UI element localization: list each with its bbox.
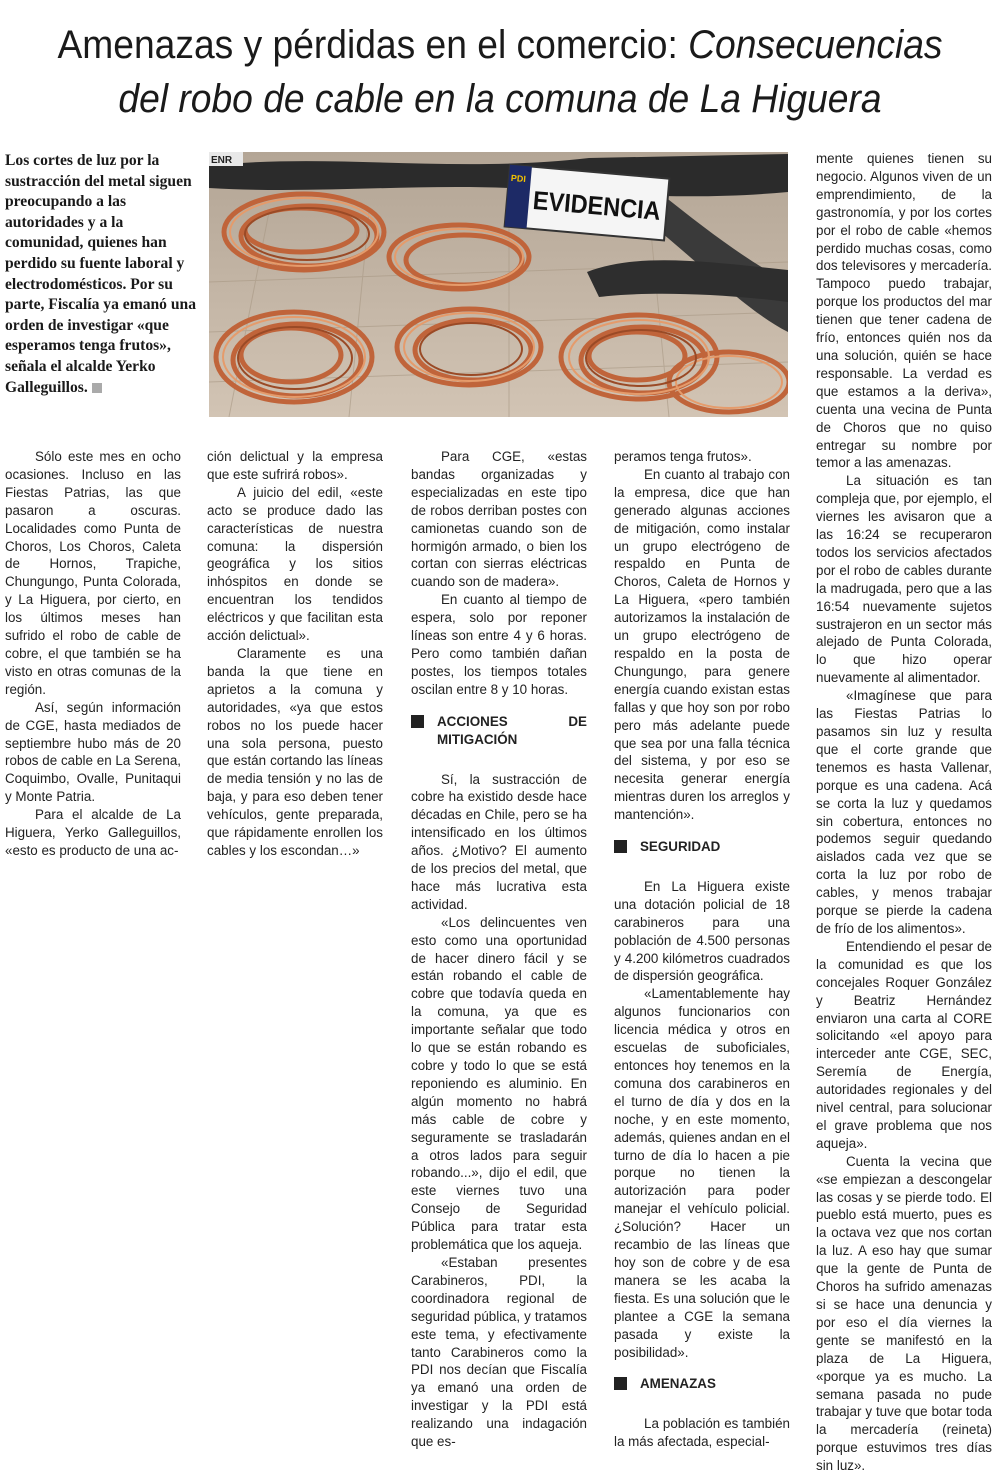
column-3 [411, 448, 587, 1451]
section-heading-amenazas: AMENAZAS [614, 1375, 790, 1393]
lead-paragraph [5, 151, 205, 398]
pdi-badge-text: PDI [510, 172, 527, 185]
col3-paragraph-3: Sí, la sustracción de cobre ha existido desde hace décadas en Chile, pero se ha intensificado en los últimos años. ¿Motivo? El aumento de los precios del metal, que hace más lucrativa esta actividad. [411, 771, 587, 912]
col4-paragraph-5: La población es también la más afectada, especial- [614, 1416, 790, 1450]
col4-paragraph-3: En La Higuera existe una dotación policial de 18 carabineros para una población de 4.500 personas y 4.200 kilómetros cuadrados de dispersión geográfica. [614, 878, 790, 984]
col2-paragraph-3: Claramente es una banda la que tiene en aprietos a la comuna y autoridades, «ya que estos robos no los puede hacer una sola persona, puesto que están cortando las líneas de media tensión y no las de baja, y para eso deben tener vehículos, gente preparada, que rápidamente enrollen los cables y los escondan…» [207, 645, 383, 858]
col3-paragraph-2: En cuanto al tiempo de espera, solo por reponer líneas son entre 4 y 6 horas. Pero como también dañan postes, los tiempos totales oscilan entre 8 y 10 horas. [411, 592, 587, 697]
copper-cable-photo [209, 152, 788, 417]
col2-paragraph-1: ción delictual y la empresa que este sufrirá robos». [207, 449, 383, 482]
end-mark-icon [92, 383, 102, 393]
column-4 [614, 448, 790, 1451]
column-1 [5, 448, 181, 860]
col1-paragraph-2: Así, según información de CGE, hasta mediados de septiembre hubo más de 20 robos de cable en La Serena, Coquimbo, Ovalle, Punitaqui y Monte Patria. [5, 699, 181, 805]
col5-paragraph-1: mente quienes tienen su negocio. Algunos viven de un emprendimiento, de la gastronomía, y por los cortes por el robo de cable «hemos perdido muchas cosas, como dos televisores y mercadería. Tampoco puedo trabajar, porque los productos del mar tienen que tener cadena de frío, entonces quién nos da una solución, quién se hace responsable. La verdad es que estamos a la deriva», cuenta una vecina de Punta de Choros que no quiso entregar su nombre por temor a las amenazas. [816, 151, 992, 471]
column-5 [816, 150, 992, 1475]
section-heading-seguridad: SEGURIDAD [614, 838, 790, 856]
corner-sign-text: ENR [211, 155, 233, 166]
col1-paragraph-3: Para el alcalde de La Higuera, Yerko Galleguillos, «esto es producto de una ac- [5, 807, 181, 858]
col3-paragraph-1: Para CGE, «estas bandas organizadas y especializadas en este tipo de robos derriban postes con camionetas cuando son de hormigón armado, o bien los cortan con sierras eléctricas cuando son de madera». [411, 449, 587, 590]
col5-paragraph-4: Entendiendo el pesar de la comunidad es que los concejales Roquer González y Beatriz Hernández enviaron una carta al CORE solicitando «el apoyo para interceder ante CGE, SEC, Seremía de Energía, autoridades regionales y del nivel central, para solucionar el grave problema que nos aqueja». [816, 938, 992, 1151]
col2-paragraph-2: A juicio del edil, «este acto se produce dado las características de nuestra comuna: la dispersión geográfica y los sitios inhóspitos en donde se encuentran los tendidos eléctricos y que facilitan esta acción delictual». [207, 484, 383, 644]
lead-text: Los cortes de luz por la sustracción del metal siguen preocupando a las autoridades y a la comunidad, quienes han perdido su fuente laboral y electrodomésticos. Por su parte, Fiscalía ya emanó una orden de investigar «que esperamos tenga frutos», señala el alcalde Yerko Galleguillos. [5, 152, 197, 396]
col3-paragraph-4: «Los delincuentes ven esto como una oportunidad de hacer dinero fácil y se están robando el cable de cobre que todavía queda en la comuna, ya que es importante señalar que todo lo que se están robando es cobre y todo lo que se está reponiendo es aluminio. En algún momento no habrá más cable de cobre y seguramente se trasladarán a otros lados para seguir robando...», dijo el edil, que este viernes tuvo una Consejo de Seguridad Pública para tratar esta problemática que los aqueja. [411, 914, 587, 1253]
col5-paragraph-5: Cuenta la vecina que «se empiezan a descongelar las cosas y se pierde todo. El pueblo está muerto, pues es la octava vez que nos cortan la luz. A eso hay que sumar que la gente de Punta de Choros ha sufrido amenazas si se hace una denuncia y por eso el día viernes la gente se manifestó en la plaza de La Higuera, «porque ya es mucho. La semana pasada no pude trabajar y tuve que botar toda la mercadería (reineta) porque estuvimos tres días sin luz». [816, 1153, 992, 1474]
article-photo [209, 152, 788, 417]
col4-paragraph-1: peramos tenga frutos». [614, 449, 752, 464]
headline-italic-2: del robo de cable en la comuna de La Higuera [118, 77, 882, 121]
headline-italic-1: Consecuencias [688, 23, 943, 67]
headline [35, 18, 965, 126]
col1-paragraph-1: Sólo este mes en ocho ocasiones. Incluso en las Fiestas Patrias, las que pasaron a oscuras. Localidades como Punta de Choros, Los Choros, Caleta de Hornos, Trapiche, Chungungo, Punta Colorada, y La Higuera, por cierto, en los últimos meses han sufrido el robo de cable de cobre, el que también se ha visto en otras comunas de la región. [5, 449, 181, 697]
col3-paragraph-5: «Estaban presentes Carabineros, PDI, la coordinadora regional de seguridad pública, y tratamos este tema, y efectivamente tanto Carabineros como la PDI nos decían que Fiscalía ya emanó una orden de investigar y la PDI está realizando una indagación que es- [411, 1254, 587, 1450]
col5-paragraph-3: «Imagínese que para las Fiestas Patrias lo pasamos sin luz y resulta que el corte grande que tenemos es hasta Vallenar, porque es una cadena. Acá se corta la luz y quedamos sin cobertura, entonces no podemos seguir quedando aislados cada vez que se corta la luz por robo de cables, y menos trabajar porque se pierde la cadena de frío de los alimentos». [816, 688, 992, 936]
column-2 [207, 448, 383, 860]
col4-paragraph-4: «Lamentablemente hay algunos funcionarios con licencia médica y otros en escuelas de suboficiales, entonces hoy tenemos en la comuna dos carabineros en el turno de día y dos en la noche, y en este momento, además, quienes andan en el turno de día lo hacen a pie porque no tienen la autorización para poder manejar el vehículo policial. ¿Solución? Hacer un recambio de las líneas que hoy son de cobre y de esa manera se les acaba la fiesta. Es una solución que le plantee a CGE la semana pasada y existe la posibilidad». [614, 986, 790, 1360]
col4-paragraph-2: En cuanto al trabajo con la empresa, dice que han generado algunas acciones de mitigación, como instalar un grupo electrógeno de respaldo en Punta de Choros, Caleta de Hornos y La Higuera, «pero también autorizamos la instalación de un grupo electrógeno de respaldo en la posta de Chungungo, para genere energía cuando existan estas fallas y que hoy son por robo pero más adelante puede que sea por una falla técnica del sistema, y por eso se necesita generar energía mientras duren los arreglos y mantención». [614, 466, 790, 823]
headline-plain: Amenazas y pérdidas en el comercio: [57, 23, 678, 67]
headline-line-2 [35, 72, 965, 126]
section-heading-mitigacion: ACCIONES DE MITIGACIÓN [411, 713, 587, 749]
evidence-sign [505, 165, 676, 241]
headline-line-1 [35, 18, 965, 72]
col5-paragraph-2: La situación es tan compleja que, por ejemplo, el viernes les avisaron que a las 16:24 se recuperaron todos los servicios afectados por el robo de cables durante la madrugada, pero que a las 16:54 nuevamente sujetos sustrajeron en un sector más alejado de Punta Colorada, lo que hizo operar nuevamente al alimentador. [816, 473, 992, 686]
evidence-sign-text: EVIDENCIA [531, 184, 676, 228]
